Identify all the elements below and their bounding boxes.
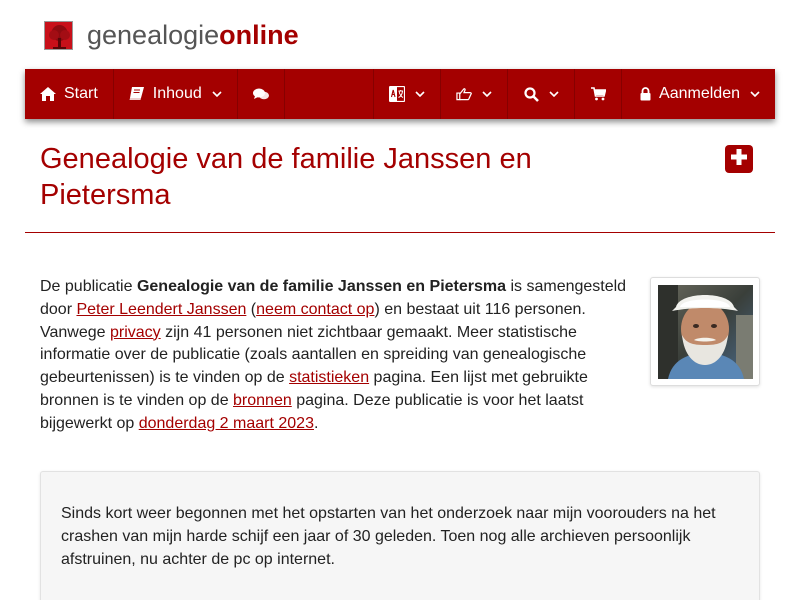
search-icon bbox=[523, 86, 539, 102]
nav-share[interactable] bbox=[441, 69, 508, 119]
intro-text-7: pagina. Deze publicatie is voor het laatst bijgewerkt op bbox=[40, 391, 584, 432]
nav-inhoud-label: Inhoud bbox=[152, 85, 202, 102]
publication-intro bbox=[40, 276, 635, 436]
publication-name: Genealogie van de familie Janssen en Pietersma bbox=[136, 278, 507, 295]
intro-text-8: . bbox=[313, 414, 319, 432]
nav-cart[interactable] bbox=[575, 69, 622, 119]
intro-text-3: ( bbox=[246, 300, 257, 318]
intro-text-1: De publicatie bbox=[40, 278, 137, 295]
book-icon bbox=[129, 86, 145, 102]
family-tree-icon bbox=[44, 21, 73, 50]
about-card bbox=[40, 471, 760, 600]
intro-text-4: ) en bestaat uit 116 personen. Vanwege bbox=[40, 300, 586, 341]
nav-forum[interactable] bbox=[238, 69, 285, 119]
title-divider bbox=[25, 232, 775, 233]
author-photo bbox=[658, 285, 753, 379]
nav-spacer bbox=[285, 69, 373, 119]
chevron-down-icon bbox=[482, 91, 492, 97]
translate-icon bbox=[389, 86, 405, 102]
logo-text-genealogie: genealogie bbox=[87, 20, 220, 50]
logo-text-online: online bbox=[219, 20, 299, 50]
shopping-cart-icon bbox=[590, 86, 606, 102]
intro-text-5: zijn 41 personen niet zichtbaar gemaakt. Meer statistische informatie over de publicatie (zoals aantallen en spreiding van genealogische gebeurtenissen) is te vinden op de bbox=[40, 323, 587, 387]
home-icon bbox=[40, 86, 56, 102]
chevron-down-icon bbox=[750, 91, 760, 97]
logo-wordmark bbox=[87, 20, 299, 50]
chevron-down-icon bbox=[415, 91, 425, 97]
nav-search[interactable] bbox=[508, 69, 575, 119]
nav-login[interactable] bbox=[622, 69, 775, 119]
plus-square-icon bbox=[730, 148, 748, 171]
comments-icon bbox=[253, 86, 269, 102]
share-icon bbox=[456, 86, 472, 102]
page-title: Genealogie van de familie Janssen en Pietersma bbox=[40, 143, 532, 211]
about-text: Sinds kort weer begonnen met het opstarten van het onderzoek naar mijn voorouders na het crashen van mijn harde schijf een jaar of 30 geleden. Toen nog alle archieven persoonlijk afstruinen, nu achter de pc op internet. bbox=[61, 505, 716, 568]
site-logo[interactable] bbox=[44, 20, 299, 50]
nav-inhoud[interactable] bbox=[114, 69, 238, 119]
statistics-link[interactable]: statistieken bbox=[289, 369, 370, 387]
lock-icon bbox=[637, 86, 653, 102]
nav-language[interactable] bbox=[373, 69, 441, 119]
main-navbar bbox=[25, 69, 775, 119]
author-link[interactable]: Peter Leendert Janssen bbox=[76, 300, 247, 318]
contact-link[interactable]: neem contact op bbox=[256, 300, 375, 318]
author-photo-card[interactable] bbox=[650, 277, 760, 386]
chevron-down-icon bbox=[212, 91, 222, 97]
nav-start[interactable] bbox=[25, 69, 114, 119]
chevron-down-icon bbox=[549, 91, 559, 97]
sources-link[interactable]: bronnen bbox=[233, 391, 292, 409]
intro-text-2: is samengesteld door bbox=[40, 278, 627, 318]
intro-text-6: pagina. Een lijst met gebruikte bronnen is te vinden op de bbox=[40, 369, 588, 409]
privacy-link[interactable]: privacy bbox=[109, 323, 161, 341]
add-button[interactable] bbox=[725, 145, 753, 173]
last-updated-link[interactable]: donderdag 2 maart 2023 bbox=[138, 414, 314, 432]
nav-start-label: Start bbox=[64, 85, 98, 102]
nav-login-label: Aanmelden bbox=[659, 85, 740, 102]
